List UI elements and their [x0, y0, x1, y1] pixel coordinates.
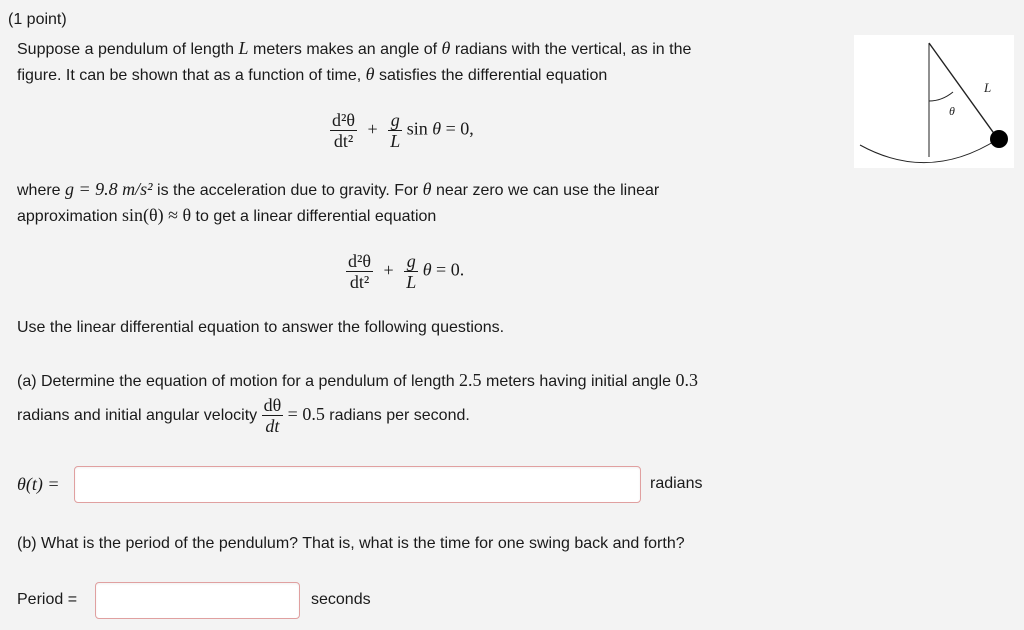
second-derivative: $\frac{\text{d²θ}}{\text{dt²}}$: [332, 110, 356, 151]
length-symbol: L: [238, 38, 249, 58]
pendulum-diagram: [854, 35, 1014, 168]
g-over-L: $\frac{g}{L}$: [406, 251, 417, 292]
angle-arc: [929, 92, 953, 101]
length-value: 2.5: [459, 370, 482, 390]
pendulum-figure: [854, 35, 1014, 168]
figure-theta-label: θ: [949, 104, 955, 118]
period-label: Period =: [17, 591, 78, 608]
pendulum-bob: [990, 130, 1008, 148]
part-a-line-1: (a) Determine the equation of motion for a pendulum of length 2.5 meters having initial angle 0.3: [17, 370, 698, 390]
initial-angle-value: 0.3: [675, 370, 698, 390]
approximation-line: approximation sin(θ) ≈ θ to get a linear differential equation: [17, 205, 437, 225]
gravity-value: g = 9.8 m/s²: [65, 179, 153, 199]
instruction: Use the linear differential equation to answer the following questions.: [17, 319, 505, 336]
points-label: (1 point): [8, 11, 67, 28]
theta-t-label: θ(t) =: [17, 474, 60, 494]
part-b-question: (b) What is the period of the pendulum? That is, what is the time for one swing back and forth?: [17, 535, 685, 552]
part-a-line-2: radians and initial angular velocity $\frac{d\theta}{dt}$ = 0.5 radians per second.: [17, 395, 470, 437]
period-unit: seconds: [311, 591, 371, 608]
differential-equation: $\frac{\text{d²θ}}{\text{dt²}}$ + $\frac{g}{L}$ sin θ = 0,: [332, 110, 474, 151]
second-derivative: $\frac{\text{d²θ}}{\text{dt²}}$: [348, 251, 372, 292]
theta-symbol: θ: [365, 64, 375, 84]
first-derivative: $\frac{d\theta}{dt}$: [263, 395, 282, 437]
initial-velocity-value: = 0.5: [287, 404, 325, 424]
intro-line-1: Suppose a pendulum of length L meters makes an angle of θ radians with the vertical, as in the: [17, 38, 692, 58]
figure-L-label: L: [984, 80, 992, 95]
intro-line-2: figure. It can be shown that as a function of time, θ satisfies the differential equation: [17, 64, 608, 84]
gravity-line: where g = 9.8 m/s² is the acceleration due to gravity. For θ near zero we can use the linear: [17, 179, 660, 199]
theta-t-input[interactable]: [74, 466, 641, 503]
theta-symbol: θ: [441, 38, 451, 58]
g-over-L: $\frac{g}{L}$: [390, 110, 401, 151]
period-input[interactable]: [95, 582, 300, 619]
linear-equation: $\frac{\text{d²θ}}{\text{dt²}}$ + $\frac{g}{L}$ θ = 0.: [348, 251, 465, 292]
theta-t-unit: radians: [650, 475, 703, 492]
small-angle-approx: sin(θ) ≈ θ: [121, 205, 192, 225]
